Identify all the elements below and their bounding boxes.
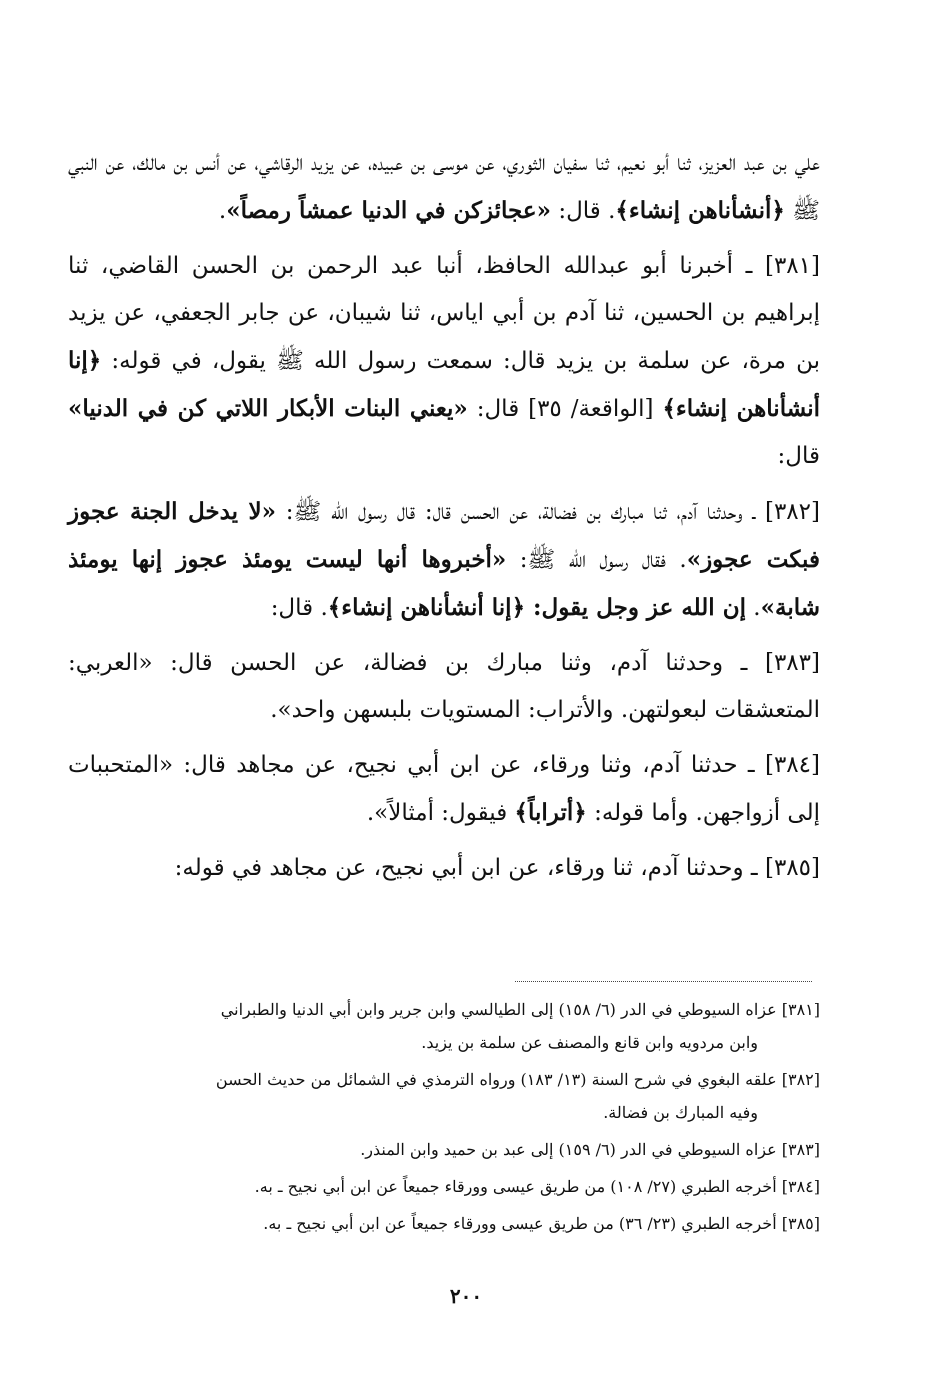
quran-quote: ﴿أنشأناهن إنشاء﴾	[615, 197, 785, 224]
footnote-381	[68, 993, 820, 1059]
text-segment: .	[218, 198, 227, 224]
text-segment: [٣٨٢] ـ وحدثنا آدم، ثنا مبارك بن فضالة، عن الحسن قال: قال رسول الله ﷺ:	[276, 499, 820, 525]
footnote-text: [٣٨٤] أخرجه الطبري (٢٧/ ١٠٨) من طريق عيسى وورقاء جميعاً عن ابن أبي نجيح ـ به.	[254, 1177, 820, 1196]
text-segment: علي بن عبد العزيز، ثنا أبو نعيم، ثنا سفيان الثوري، عن موسى بن عبيده، عن يزيد الرقاشي، عن أنس بن مالك، عن النبي ﷺ	[68, 150, 820, 224]
paragraph-intro	[68, 140, 820, 235]
main-text	[68, 140, 820, 900]
footnote-384	[68, 1170, 820, 1203]
hadith-quote: «لا يدخل الجنة عجوز فبكت عجوز»	[68, 498, 820, 573]
footnotes	[68, 993, 820, 1244]
footnote-text: [٣٨١] عزاه السيوطي في الدر (٦/ ١٥٨) إلى الطيالسي وابن جرير وابن أبي الدنيا والطبراني	[220, 1000, 820, 1019]
text-segment: قال:	[777, 443, 820, 469]
hadith-quote: «أخبروها أنها ليست يومئذ عجوز إنها يومئذ شابة»	[68, 546, 820, 621]
text-segment: . قال:	[270, 595, 328, 621]
footnote-385	[68, 1207, 820, 1240]
paragraph-384	[68, 742, 820, 837]
footnote-continuation: وفيه المبارك بن فضالة.	[603, 1103, 758, 1122]
quran-quote: إن الله عز وجل يقول: ﴿إنا أنشأناهن إنشاء﴾	[327, 594, 746, 621]
quran-quote: ﴿إنا أنشأناهن إنشاء﴾	[68, 347, 821, 422]
text-segment: [٣٨٥] ـ وحدثنا آدم، ثنا ورقاء، عن ابن أبي نجيح، عن مجاهد في قوله:	[174, 855, 820, 881]
text-segment: [٣٨٤] ـ حدثنا آدم، وثنا ورقاء، عن ابن أبي نجيح، عن مجاهد قال: «المتحببات إلى أزواجهن. وأما قوله:	[68, 752, 820, 826]
text-segment: . فقال رسول الله ﷺ:	[506, 547, 687, 573]
text-segment: [٣٨٣] ـ وحدثنا آدم، وثنا مبارك بن فضالة، عن الحسن قال: «العربي: المتعشقات لبعولتهن. والأتراب: المستويات بلبسهن واحد».	[68, 650, 820, 723]
footnote-text: [٣٨٣] عزاه السيوطي في الدر (٦/ ١٥٩) إلى عبد بن حميد وابن المنذر.	[360, 1140, 820, 1159]
text-segment: فيقول: أمثالاً».	[366, 800, 515, 826]
footnote-383	[68, 1133, 820, 1166]
paragraph-385	[68, 845, 820, 892]
text-segment: [الواقعة/ ٣٥] قال:	[467, 396, 663, 422]
footnote-text: [٣٨٢] علقه البغوي في شرح السنة (١٣/ ١٨٣) ورواه الترمذي في الشمائل من حديث الحسن	[215, 1070, 820, 1089]
footnote-continuation: وابن مردويه وابن قانع والمصنف عن سلمة بن يزيد.	[421, 1033, 758, 1052]
text-segment: .	[745, 595, 761, 621]
footnote-382	[68, 1063, 820, 1129]
text-segment: [٣٨١] ـ أخبرنا أبو عبدالله الحافظ، أنبا عبد الرحمن بن الحسن القاضي، ثنا إبراهيم بن الحسين، ثنا آدم بن أبي اياس، ثنا شيبان، عن جابر الجعفي، عن يزيد بن مرة، عن سلمة بن يزيد قال: سمعت رسول الله ﷺ يقول، في قوله:	[68, 253, 820, 374]
hadith-quote: «عجائزكن في الدنيا عمشاً رمصاً»	[226, 197, 552, 224]
paragraph-381	[68, 243, 820, 480]
hadith-quote: «يعني البنات الأبكار اللاتي كن في الدنيا»	[68, 395, 468, 422]
footnote-divider	[515, 981, 812, 982]
text-segment: . قال:	[551, 198, 616, 224]
page-number: ٢٠٠	[449, 1284, 483, 1308]
paragraph-382	[68, 488, 820, 632]
paragraph-383	[68, 640, 820, 734]
footnote-text: [٣٨٥] أخرجه الطبري (٢٣/ ٣٦) من طريق عيسى وورقاء جميعاً عن ابن أبي نجيح ـ به.	[263, 1214, 820, 1233]
quran-quote: ﴿أتراباً﴾	[514, 799, 587, 826]
